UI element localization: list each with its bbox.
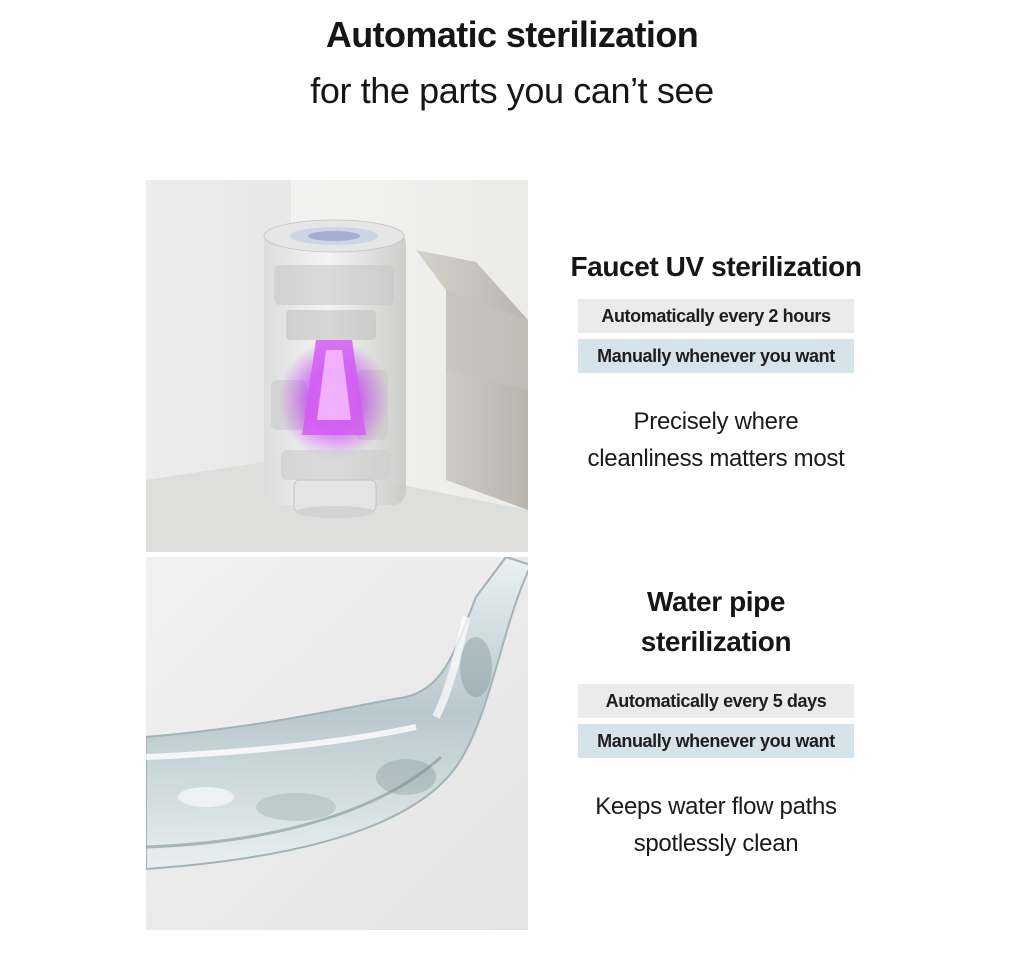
pipe-description-line1: Keeps water flow paths (595, 793, 837, 820)
pipe-auto-badge: Automatically every 5 days (578, 684, 854, 718)
water-pipe-description (566, 788, 866, 862)
water-pipe-heading (566, 582, 866, 662)
faucet-uv-description (566, 403, 866, 477)
page-title: Automatic sterilization (325, 14, 699, 55)
page-subtitle: for the parts you can’t see (310, 70, 714, 111)
water-pipe-heading-line2: sterilization (640, 626, 792, 657)
pipe-description-line2: spotlessly clean (633, 830, 799, 857)
faucet-manual-badge: Manually whenever you want (578, 339, 854, 373)
water-pipe-heading-line1: Water pipe (646, 586, 786, 617)
faucet-description-line2: cleanliness matters most (587, 445, 845, 472)
faucet-uv-section (566, 247, 866, 477)
faucet-uv-image (146, 180, 528, 552)
water-pipe-section (566, 582, 866, 862)
faucet-description-line1: Precisely where (633, 408, 799, 435)
faucet-uv-heading: Faucet UV sterilization (570, 251, 862, 282)
faucet-auto-badge: Automatically every 2 hours (578, 299, 854, 333)
water-pipe-image (146, 557, 528, 930)
pipe-manual-badge: Manually whenever you want (578, 724, 854, 758)
